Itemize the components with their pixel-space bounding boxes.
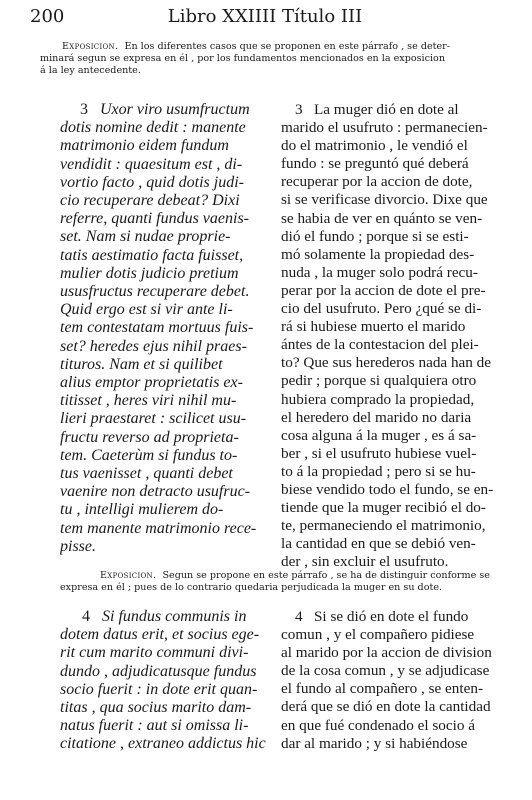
latin-line: cio recuperare debeat? Dixi xyxy=(60,192,240,210)
latin-line: set? heredes ejus nihil praes- xyxy=(60,337,247,355)
section-number: 3 xyxy=(80,101,88,118)
latin-line: lieri praestaret : scilicet usu- xyxy=(60,410,247,428)
latin-line: matrimonio eidem fundum xyxy=(60,137,229,155)
latin-column-section-3 xyxy=(60,101,278,556)
latin-line: 3 Uxor viro usumfructum xyxy=(80,101,250,118)
spanish-line: biese vendido todo el fundo, se en- xyxy=(281,480,494,498)
exposicion-lead: Exposicion. xyxy=(100,570,157,581)
latin-line: fructu reverso ad proprieta- xyxy=(60,428,239,446)
latin-line: natus fuerit : aut si omissa li- xyxy=(60,717,249,735)
latin-line: rit cum marito communi divi- xyxy=(60,644,249,662)
exposicion-note-1 xyxy=(40,41,502,77)
latin-line: titisset , heres viri nihil mu- xyxy=(60,392,237,410)
section-number: 3 xyxy=(295,101,303,118)
spanish-line: der , sin excluir el usufruto. xyxy=(281,553,449,571)
running-title: Libro XXIIII Título III xyxy=(167,6,363,27)
spanish-line: perar por la accion de dote el pre- xyxy=(281,281,486,299)
exposicion-lead: Exposicion. xyxy=(62,41,119,52)
spanish-column-section-4 xyxy=(281,608,503,753)
spanish-line: ber , si el usufruto hubiese vuel- xyxy=(281,444,477,462)
spanish-line: recuperar por la accion de dote, xyxy=(281,173,473,191)
latin-line: dotem datus erit, et socius ege- xyxy=(60,626,260,644)
latin-line: vaenire non detracto usufruc- xyxy=(60,483,251,501)
latin-line: socio fuerit : in dote erit quan- xyxy=(60,680,258,698)
latin-line: vortio facto , quid dotis judi- xyxy=(60,173,244,191)
exposicion-text: Segun se propone en este párrafo , se ha de distinguir conforme se xyxy=(162,570,490,581)
spanish-line: pedir ; porque si qualquiera otro xyxy=(281,372,477,390)
spanish-line: tiende que la muger recibió el do- xyxy=(281,499,486,517)
latin-line: tu , intelligi mulierem do- xyxy=(60,501,224,519)
latin-line: dundo , adjudicatusque fundus xyxy=(60,662,257,680)
latin-line: tatis aestimatio facta fuisset, xyxy=(60,246,244,264)
spanish-line: el fundo al compañero , se enten- xyxy=(281,680,483,698)
latin-line: set. Nam si nudae proprie- xyxy=(60,228,231,246)
spanish-line: ántes de la contestacion del plei- xyxy=(281,336,479,354)
latin-line: citatione , extraneo addictus hic xyxy=(60,735,266,753)
spanish-line: si se verificase divorcio. Dixe que xyxy=(281,191,488,209)
spanish-line: te, permaneciendo el matrimonio, xyxy=(281,517,486,535)
spanish-line: marido el usufruto : permanecien- xyxy=(281,119,488,137)
spanish-line: derá que se dió en dote la cantidad xyxy=(281,698,491,716)
spanish-line: nuda , la muger solo podrá recu- xyxy=(281,263,478,281)
latin-line: vendidit : quaesitum est , di- xyxy=(60,155,243,173)
spanish-line: dió el fundo ; porque si se esti- xyxy=(281,227,469,245)
section-number: 4 xyxy=(295,608,303,625)
latin-line: alius emptor proprietatis ex- xyxy=(60,374,243,392)
spanish-column-section-3 xyxy=(281,101,503,571)
spanish-line: 3 La muger dió en dote al xyxy=(295,101,459,118)
latin-column-section-4 xyxy=(60,608,278,754)
exposicion-note-2 xyxy=(60,570,504,594)
spanish-line: cosa alguna á la muger , es á sa- xyxy=(281,426,477,444)
spanish-line: se habia de ver en quánto se ven- xyxy=(281,209,483,227)
exposicion-text: En los diferentes casos que se proponen en este párrafo , se deter- xyxy=(124,41,451,52)
spanish-line: mó solamente la propiedad des- xyxy=(281,245,475,263)
spanish-line: comun , y el compañero pidiese xyxy=(281,626,475,644)
latin-line: tem manente matrimonio rece- xyxy=(60,519,257,537)
spanish-line: fundo : se preguntó qué deberá xyxy=(281,155,469,173)
spanish-line: al marido por la accion de division xyxy=(281,644,492,662)
page-number: 200 xyxy=(30,6,65,27)
spanish-line: do el matrimonio , le vendió el xyxy=(281,137,468,155)
spanish-line: la cantidad en que se debió ven- xyxy=(281,535,476,553)
exposicion-line: á la ley antecedente. xyxy=(40,65,141,76)
spanish-line: cio del usufruto. Pero ¿qué se di- xyxy=(281,300,482,318)
spanish-line: el heredero del marido no daria xyxy=(281,408,472,426)
spanish-line: rá si hubiese muerto el marido xyxy=(281,318,466,336)
spanish-line: dar al marido ; y si habiéndose xyxy=(281,734,468,752)
spanish-line: en que fué condenado el socio á xyxy=(281,716,475,734)
latin-line: pisse. xyxy=(60,537,96,555)
latin-line: ususfructus recuperare debet. xyxy=(60,283,250,301)
spanish-line: to á la propiedad ; pero si se hu- xyxy=(281,462,476,480)
latin-line: tem contestatam mortuus fuis- xyxy=(60,319,254,337)
page-header xyxy=(30,6,500,32)
latin-line: tus vaenisset , quanti debet xyxy=(60,465,233,483)
latin-line: mulier dotis judicio pretium xyxy=(60,264,239,282)
spanish-line: de la cosa comun , y se adjudicase xyxy=(281,662,490,680)
latin-line: tituros. Nam et si quilibet xyxy=(60,355,223,373)
exposicion-line xyxy=(100,570,504,582)
latin-line: referre, quanti fundus vaenis- xyxy=(60,210,250,228)
exposicion-line xyxy=(62,41,502,53)
spanish-line: hubiera comprado la propiedad, xyxy=(281,390,475,408)
latin-line: titas , qua socius marito dam- xyxy=(60,699,252,717)
spanish-line: 4 Si se dió en dote el fundo xyxy=(295,608,469,625)
latin-line: tem. Caeterùm si fundus to- xyxy=(60,446,238,464)
latin-line: dotis nomine dedit : manente xyxy=(60,119,246,137)
exposicion-line: minará segun se expresa en él , por los fundamentos mencionados en la exposicion xyxy=(40,53,445,64)
latin-line: Quid ergo est si vir ante li- xyxy=(60,301,233,319)
latin-line: 4 Si fundus communis in xyxy=(82,608,247,625)
exposicion-line: expresa en él ; pues de lo contrario quedaria perjudicada la muger en su dote. xyxy=(60,582,443,593)
spanish-line: to? Que sus herederos nada han de xyxy=(281,354,492,372)
section-number: 4 xyxy=(82,608,90,625)
